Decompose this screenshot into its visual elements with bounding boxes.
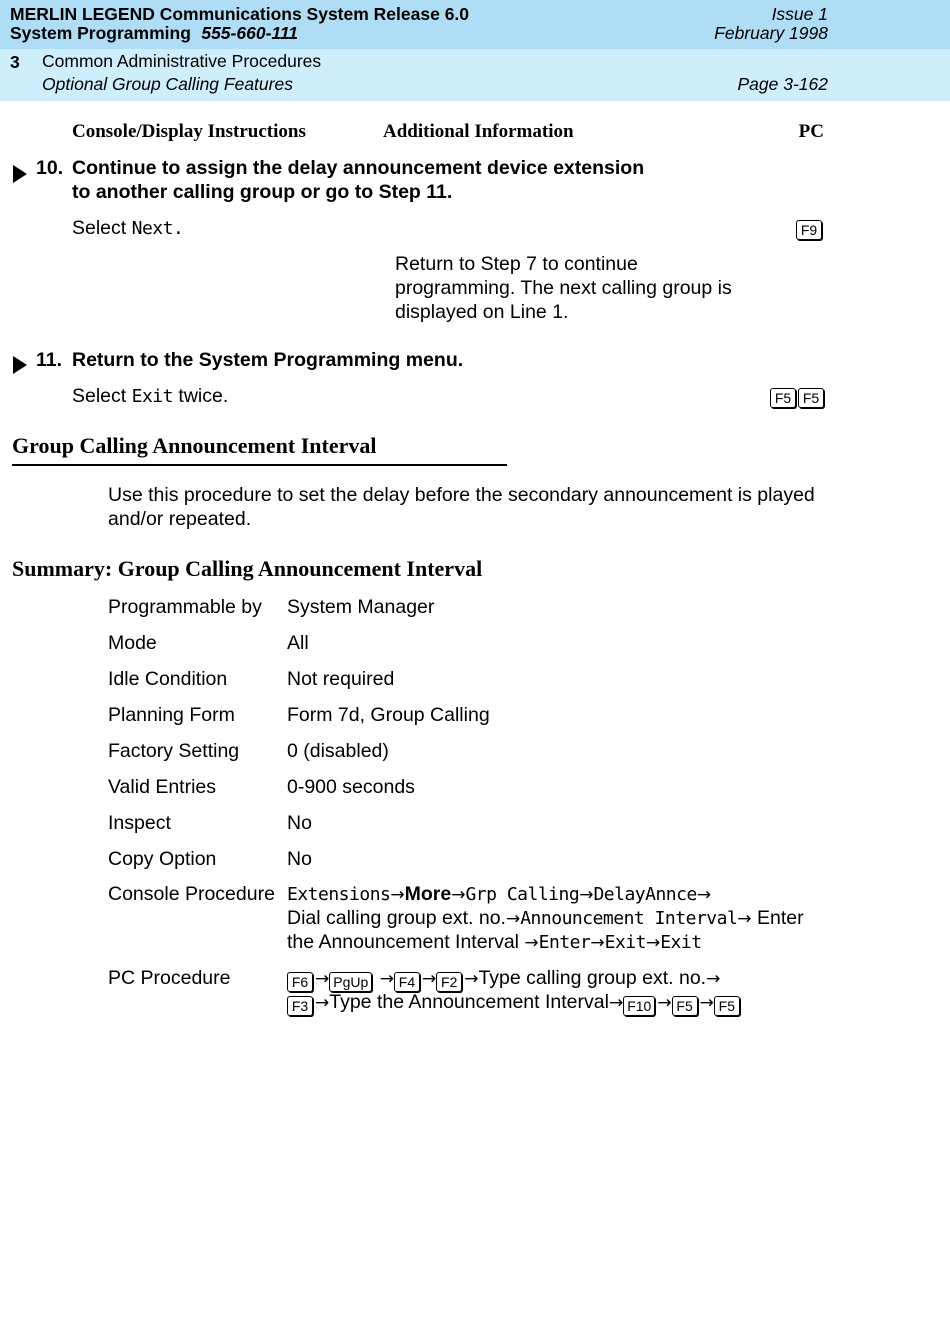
summary-label: Mode (108, 632, 157, 654)
arrow-right-icon: → (737, 909, 752, 929)
step-10-note-line3: displayed on Line 1. (395, 301, 569, 323)
summary-value: Not required (287, 668, 395, 690)
arrow-right-icon: → (590, 933, 605, 953)
column-heading-console: Console/Display Instructions (72, 121, 306, 142)
summary-label: Valid Entries (108, 776, 217, 798)
arrow-right-icon: → (706, 969, 721, 989)
more-option: More (404, 883, 452, 905)
step-10-line1: Continue to assign the delay announcement device extension (72, 157, 645, 179)
arrow-right-icon: → (315, 969, 330, 989)
step-10-line2: to another calling group or go to Step 11. (72, 181, 453, 203)
console-procedure-line3 (287, 931, 702, 954)
section-rule (12, 464, 507, 466)
doc-title: MERLIN LEGEND Communications System Release 6.0 (10, 4, 470, 24)
doc-subtitle: System Programming (10, 23, 191, 43)
dial-text: Dial calling group ext. no. (287, 907, 506, 929)
arrow-right-icon: → (699, 993, 714, 1013)
step-11-number: 11. (36, 349, 63, 371)
summary-value: 0 (disabled) (287, 740, 389, 762)
arrow-right-icon: → (505, 909, 521, 929)
arrow-right-icon: → (315, 993, 330, 1013)
arrow-right-icon: → (524, 933, 539, 953)
exit-option: Exit (131, 386, 173, 407)
console-procedure-label: Console Procedure (108, 883, 275, 905)
f4-key: F4 (394, 972, 420, 992)
arrow-right-icon: → (390, 885, 405, 905)
page-number: Page 3-162 (737, 74, 828, 94)
summary-label: Copy Option (108, 848, 217, 870)
enter-text: Enter (756, 907, 804, 929)
step-10-instruction (72, 217, 183, 240)
arrow-right-icon: → (379, 969, 394, 989)
f5-key: F5 (770, 388, 796, 408)
arrow-right-icon: → (421, 969, 437, 989)
summary-label: Idle Condition (108, 668, 228, 690)
f3-key: F3 (287, 996, 313, 1016)
summary-label: Planning Form (108, 704, 235, 726)
grp-calling-option: Grp Calling (465, 884, 580, 905)
f5-key: F5 (798, 388, 824, 408)
delay-annce-option: DelayAnnce (593, 884, 697, 905)
doc-number: 555-660-111 (201, 23, 298, 43)
arrow-right-icon: → (657, 993, 672, 1013)
step-11-title: Return to the System Programming menu. (72, 349, 464, 371)
issue-date: February 1998 (714, 23, 828, 43)
chapter-title: Common Administrative Procedures (42, 51, 322, 71)
summary-label: Factory Setting (108, 740, 240, 762)
type-ext-text: Type calling group ext. no. (478, 967, 707, 989)
f6-key: F6 (287, 972, 313, 992)
console-procedure-line2 (287, 907, 804, 930)
summary-value: Form 7d, Group Calling (287, 704, 490, 726)
column-heading-pc: PC (798, 121, 824, 142)
twice-text: twice. (178, 385, 229, 407)
summary-value: All (287, 632, 309, 654)
step-10-note-line2: programming. The next calling group is (395, 277, 732, 299)
arrow-right-icon: → (696, 885, 712, 905)
arrow-right-icon: → (579, 885, 594, 905)
arrow-right-icon: → (464, 969, 479, 989)
exit-option: Exit (660, 932, 702, 953)
f10-key: F10 (623, 996, 655, 1016)
doc-subtitle-line (10, 23, 298, 44)
step-10-number: 10. (36, 157, 64, 179)
section-title: Optional Group Calling Features (42, 74, 293, 94)
step-10-note-line1: Return to Step 7 to continue (395, 253, 638, 275)
summary-heading: Summary: Group Calling Announcement Interval (12, 556, 483, 581)
column-heading-additional: Additional Information (383, 121, 574, 142)
step-10-pc-keys (796, 219, 824, 240)
summary-value: 0-900 seconds (287, 776, 415, 798)
arrow-right-icon: → (451, 885, 466, 905)
issue: Issue 1 (771, 4, 828, 24)
step-arrow-icon (13, 356, 27, 374)
pc-procedure-label: PC Procedure (108, 967, 231, 989)
announcement-interval-option: Announcement Interval (520, 908, 738, 929)
f5-key: F5 (672, 996, 698, 1016)
section-heading: Group Calling Announcement Interval (12, 433, 377, 458)
arrow-right-icon: → (608, 993, 624, 1013)
summary-value: System Manager (287, 596, 435, 618)
f9-key: F9 (796, 220, 822, 240)
console-procedure-line1 (287, 883, 711, 906)
pc-procedure-line1 (287, 967, 720, 992)
enter-option: Enter (538, 932, 591, 953)
exit-option: Exit (604, 932, 646, 953)
interval-text: the Announcement Interval (287, 931, 519, 953)
select-text: Select (72, 385, 127, 407)
extensions-option: Extensions (287, 884, 391, 905)
step-11-instruction (72, 385, 228, 408)
select-text: Select (72, 217, 127, 239)
summary-label: Programmable by (108, 596, 262, 618)
summary-label: Inspect (108, 812, 171, 834)
step-11-pc-keys (770, 387, 826, 408)
chapter-number: 3 (10, 52, 20, 72)
section-desc-line1: Use this procedure to set the delay before the secondary announcement is played (108, 484, 815, 506)
step-arrow-icon (13, 165, 27, 183)
f5-key: F5 (714, 996, 740, 1016)
pgup-key: PgUp (329, 972, 372, 992)
arrow-right-icon: → (645, 933, 661, 953)
summary-value: No (287, 812, 312, 834)
type-interval-text: Type the Announcement Interval (329, 991, 609, 1013)
next-option: Next. (131, 218, 184, 239)
section-desc-line2: and/or repeated. (108, 508, 252, 530)
summary-value: No (287, 848, 312, 870)
pc-procedure-line2 (287, 991, 742, 1016)
f2-key: F2 (436, 972, 462, 992)
